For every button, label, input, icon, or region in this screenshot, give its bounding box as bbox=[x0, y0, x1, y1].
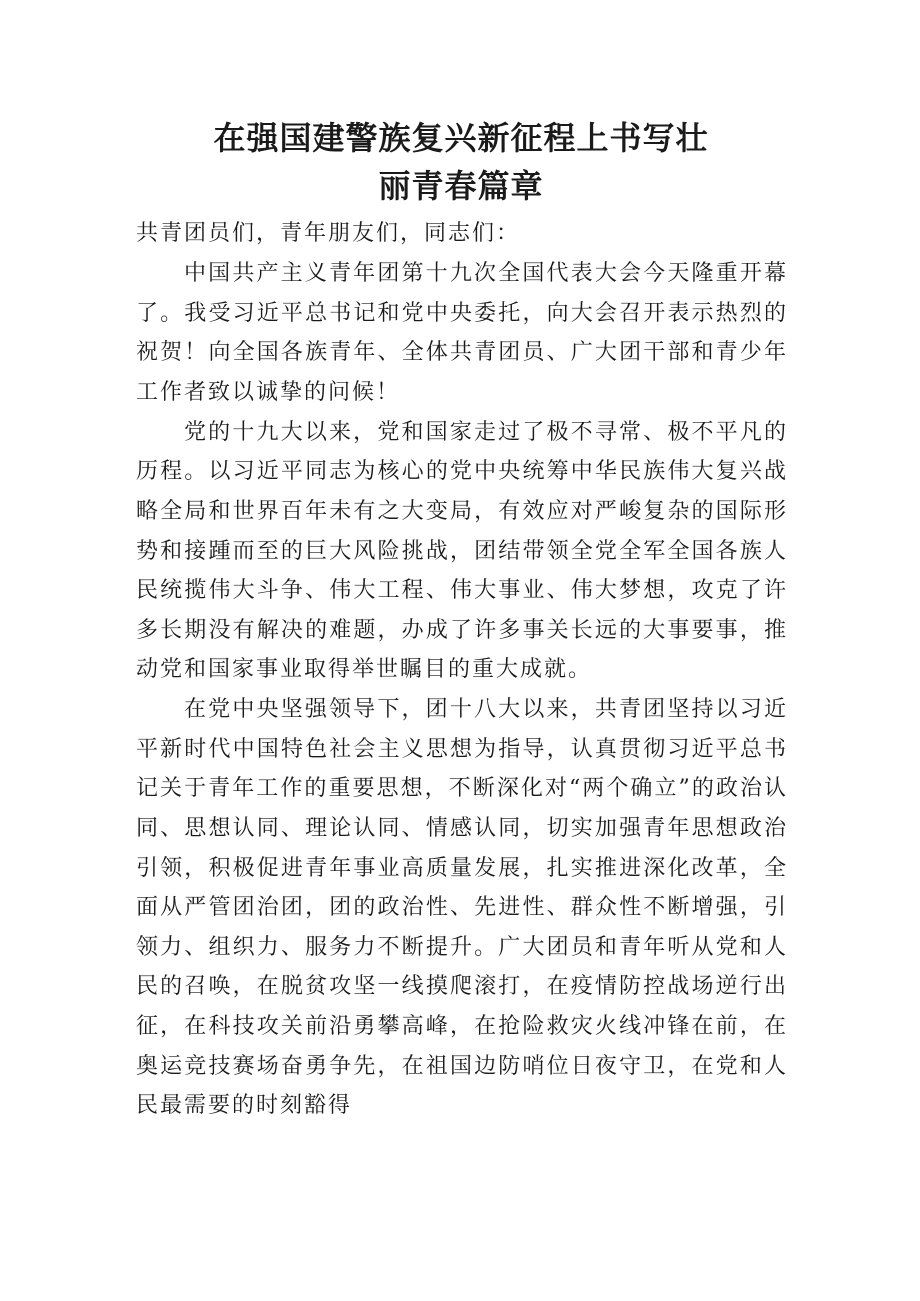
document-title-line-1: 在强国建警族复兴新征程上书写壮 bbox=[213, 119, 709, 157]
salutation: 共青团员们，青年朋友们，同志们： bbox=[136, 221, 521, 246]
paragraph-1: 中国共产主义青年团第十九次全国代表大会今天隆重开幕了。我受习近平总书记和党中央委托，向大会召开表示热烈的祝贺！向全国各族青年、全体共青团员、广大团干部和青少年工作者致以诚挚的问候！ bbox=[136, 260, 788, 405]
paragraph-2: 党的十九大以来，党和国家走过了极不寻常、极不平凡的历程。以习近平同志为核心的党中央统筹中华民族伟大复兴战略全局和世界百年未有之大变局，有效应对严峻复杂的国际形势和接踵而至的巨大风险挑战，团结带领全党全军全国各族人民统揽伟大斗争、伟大工程、伟大事业、伟大梦想，攻克了许多长期没有解决的难题，办成了许多事关长远的大事要事，推动党和国家事业取得举世瞩目的重大成就。 bbox=[136, 419, 788, 683]
document-title-line-2: 丽青春篇章 bbox=[378, 167, 544, 205]
paragraph-3: 在党中央坚强领导下，团十八大以来，共青团坚持以习近平新时代中国特色社会主义思想为指导，认真贯彻习近平总书记关于青年工作的重要思想，不断深化对“两个确立”的政治认同、思想认同、理论认同、情感认同，切实加强青年思想政治引领，积极促进青年事业高质量发展，扎实推进深化改革，全面从严管团治团，团的政治性、先进性、群众性不断增强，引领力、组织力、服务力不断提升。广大团员和青年听从党和人民的召唤，在脱贫攻坚一线摸爬滚打，在疫情防控战场逆行出征，在科技攻关前沿勇攀高峰，在抢险救灾火线冲锋在前，在奥运竞技赛场奋勇争先，在祖国边防哨位日夜守卫，在党和人民最需要的时刻豁得 bbox=[136, 697, 788, 1119]
document-body bbox=[136, 214, 788, 1126]
